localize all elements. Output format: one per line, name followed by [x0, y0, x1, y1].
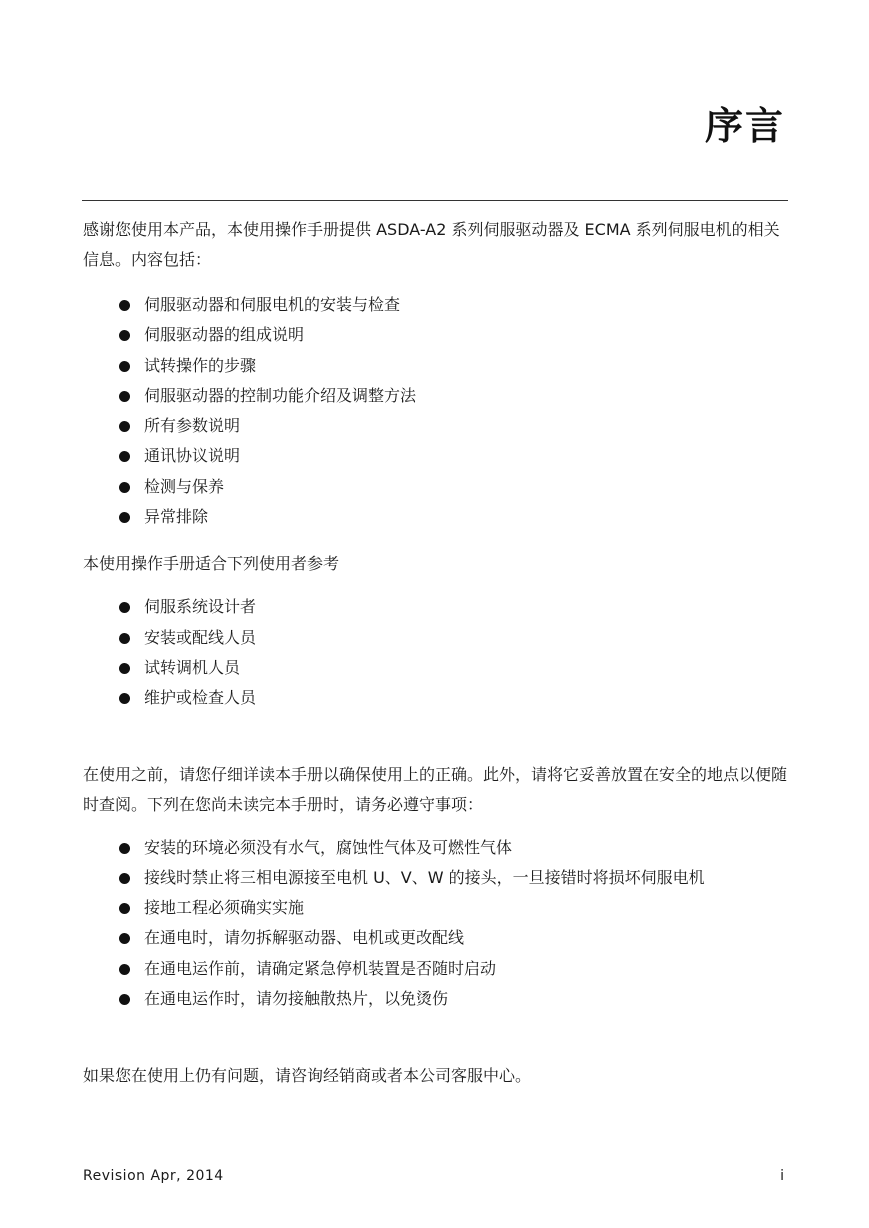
list-item-text: 伺服驱动器和伺服电机的安装与检查	[144, 295, 401, 314]
audience-paragraph: 本使用操作手册适合下列使用者参考	[83, 554, 340, 574]
footer-revision: Revision Apr, 2014	[83, 1168, 224, 1184]
contents-list	[83, 290, 789, 532]
bullet-dot-icon	[119, 391, 130, 402]
list-item-text: 接线时禁止将三相电源接至电机 U、V、W 的接头，一旦接错时将损坏伺服电机	[144, 867, 705, 887]
bullet-dot-icon	[119, 994, 130, 1005]
list-item-text: 维护或检查人员	[144, 688, 257, 708]
page-content	[83, 215, 789, 1091]
list-item-text: 所有参数说明	[144, 416, 241, 436]
list-item	[83, 923, 789, 953]
list-item	[83, 290, 789, 320]
list-item	[83, 984, 789, 1014]
page-title: 序言	[704, 104, 785, 148]
list-item	[83, 833, 789, 863]
bullet-dot-icon	[119, 512, 130, 523]
bullet-dot-icon	[119, 633, 130, 644]
bullet-dot-icon	[119, 300, 130, 311]
list-item-text: 在通电时，请勿拆解驱动器、电机或更改配线	[144, 928, 465, 948]
bullet-dot-icon	[119, 663, 130, 674]
intro-paragraph: 感谢您使用本产品，本使用操作手册提供 ASDA-A2 系列伺服驱动器及 ECMA 系列伺服电机的相关信息。内容包括：	[83, 220, 780, 269]
bullet-dot-icon	[119, 693, 130, 704]
list-item	[83, 954, 789, 984]
list-item-text: 接地工程必须确实实施	[144, 898, 305, 918]
list-item	[83, 411, 789, 441]
bullet-dot-icon	[119, 964, 130, 975]
list-item	[83, 502, 789, 532]
list-item	[83, 863, 789, 893]
bullet-dot-icon	[119, 873, 130, 884]
bullet-dot-icon	[119, 451, 130, 462]
list-item-text: 伺服驱动器的组成说明	[144, 325, 305, 345]
bullet-dot-icon	[119, 903, 130, 914]
list-item	[83, 592, 789, 622]
list-item-text: 安装或配线人员	[144, 627, 257, 647]
list-item-text: 试转调机人员	[144, 657, 241, 677]
list-item	[83, 381, 789, 411]
list-item-text: 安装的环境必须没有水气，腐蚀性气体及可燃性气体	[144, 837, 513, 857]
list-item	[83, 683, 789, 713]
precautions-list	[83, 833, 789, 1015]
bullet-dot-icon	[119, 602, 130, 613]
audience-list	[83, 592, 789, 713]
list-item-text: 伺服系统设计者	[144, 597, 257, 617]
list-item	[83, 893, 789, 923]
list-item-text: 在通电运作时，请勿接触散热片，以免烫伤	[144, 989, 449, 1009]
list-item-text: 试转操作的步骤	[144, 355, 257, 375]
list-item	[83, 320, 789, 350]
bullet-dot-icon	[119, 421, 130, 432]
title-divider	[82, 200, 788, 201]
list-item-text: 在通电运作前，请确定紧急停机装置是否随时启动	[144, 958, 497, 978]
list-item	[83, 351, 789, 381]
bullet-dot-icon	[119, 482, 130, 493]
list-item-text: 伺服驱动器的控制功能介绍及调整方法	[144, 385, 417, 405]
bullet-dot-icon	[119, 843, 130, 854]
list-item	[83, 472, 789, 502]
list-item	[83, 653, 789, 683]
list-item-text: 通讯协议说明	[144, 446, 241, 466]
bullet-dot-icon	[119, 361, 130, 372]
list-item	[83, 623, 789, 653]
list-item-text: 检测与保养	[144, 476, 225, 496]
footer-page-number: i	[780, 1168, 784, 1184]
closing-paragraph: 如果您在使用上仍有问题，请咨询经销商或者本公司客服中心。	[83, 1066, 532, 1086]
list-item-text: 异常排除	[144, 507, 209, 527]
bullet-dot-icon	[119, 330, 130, 341]
list-item	[83, 441, 789, 471]
bullet-dot-icon	[119, 933, 130, 944]
precautions-paragraph: 在使用之前，请您仔细详读本手册以确保使用上的正确。此外，请将它妥善放置在安全的地点以便随时查阅。下列在您尚未读完本手册时，请务必遵守事项：	[83, 764, 788, 814]
